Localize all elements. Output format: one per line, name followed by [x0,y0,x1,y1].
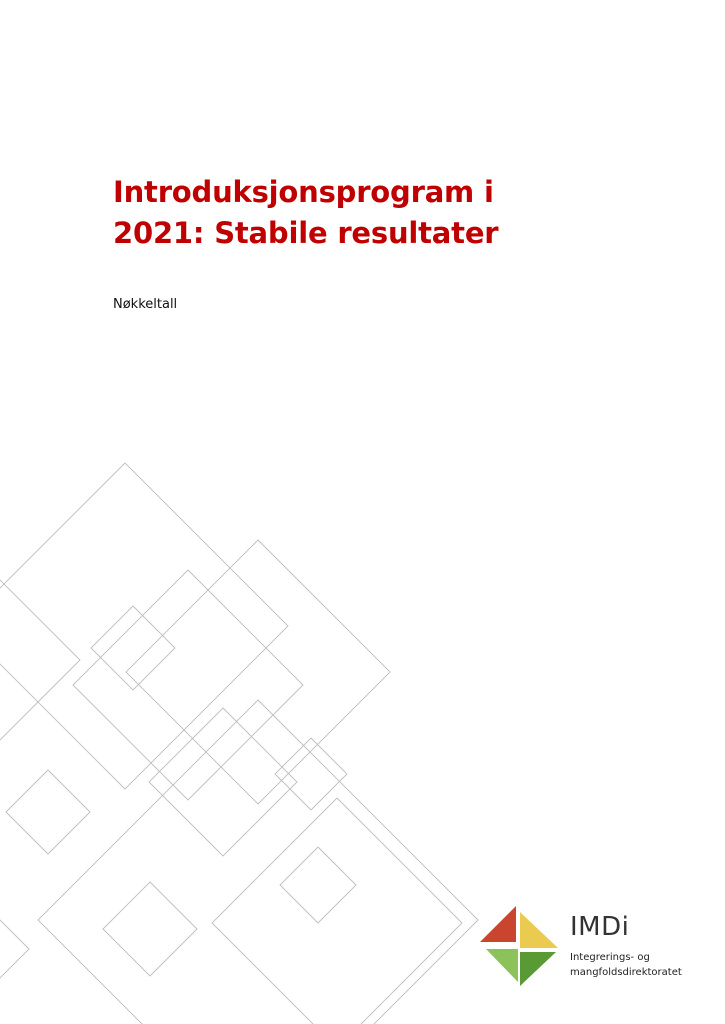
diamond-shape [6,770,90,854]
logo-red-triangle [480,906,516,942]
logo-tagline-line-2: mangfoldsdirektoratet [570,967,682,978]
diamond-shape [126,540,390,804]
diamond-shape [280,847,356,923]
diamond-shape [0,920,29,978]
title-line-1: Introduksjonsprogram i [113,175,494,209]
logo-tagline [570,950,682,980]
logo-tagline-line-1: Integrerings- og [570,952,650,963]
diamond-shape [38,700,478,1024]
diamond-shape [212,798,462,1024]
diamond-shape [73,570,303,800]
diamond-shape [103,882,197,976]
diamond-shape [0,463,288,789]
diamond-shape [149,708,297,856]
title-line-2: 2021: Stabile resultater [113,216,499,250]
logo-yellow-triangle [520,912,558,948]
diamond-shape [91,606,175,690]
logo-green-dark-triangle [520,952,556,986]
document-subtitle: Nøkkeltall [113,297,178,312]
imdi-logo-mark [480,902,560,986]
imdi-logo [480,902,720,992]
logo-name: IMDi [570,912,630,942]
logo-green-light-triangle [486,949,518,982]
diamond-shape [0,560,80,760]
